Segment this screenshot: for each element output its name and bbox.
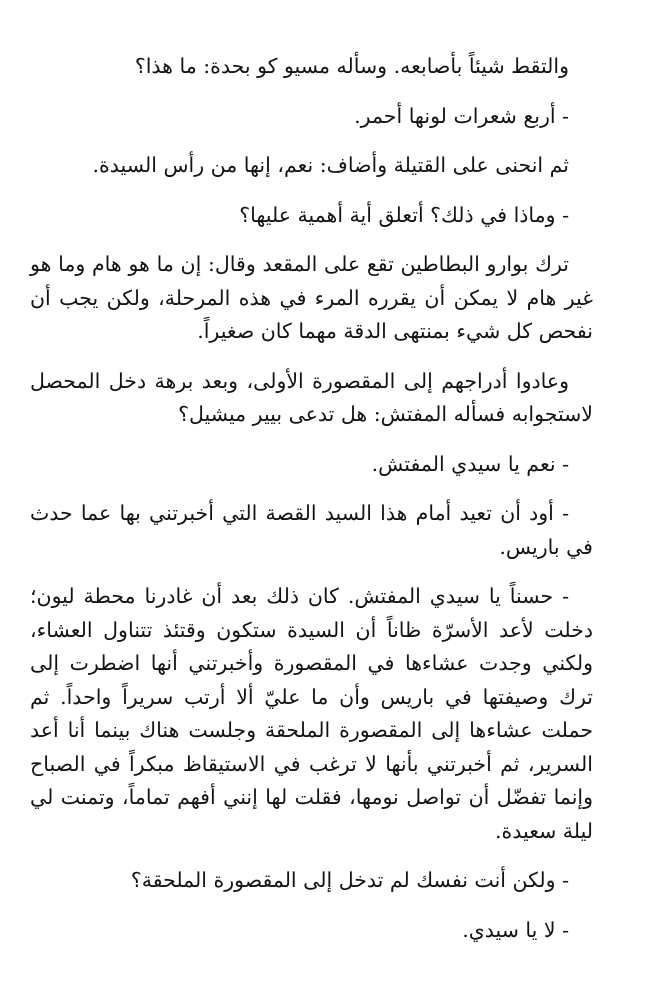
paragraph-4-dialogue: - وماذا في ذلك؟ أتعلق أية أهمية عليها؟ [239, 202, 569, 227]
paragraph-11-dialogue: - لا يا سيدي. [462, 917, 569, 942]
paragraph-8-dialogue: - أود أن تعيد أمام هذا السيد القصة التي أخبرتني بها عما حدث في باريس. [30, 501, 593, 559]
paragraph-5: ترك بوارو البطاطين تقع على المقعد وقال: إن ما هو هام وما هو غير هام لا يمكن أن يقرره المرء في هذه المرحلة، ولكن يجب أن نفحص كل شيء بمنتهى الدقة مهما كان صغيراً. [30, 252, 593, 343]
paragraph-2-dialogue: - أربع شعرات لونها أحمر. [354, 103, 569, 128]
paragraph-9-dialogue: - حسناً يا سيدي المفتش. كان ذلك بعد أن غادرنا محطة ليون؛ دخلت لأعد الأسرّة ظاناً أن السيدة ستكون وقتئذ تتناول العشاء، ولكني وجدت عشاءها في المقصورة وأخبرتني أنها اضطرت إلى ترك وصيفتها في باريس وأن ما عليّ ألا أرتب سريراً واحداً. ثم حملت عشاءها إلى المقصورة الملحقة وجلست هناك بينما أنا أعد السرير، ثم أخبرتني بأنها لا ترغب في الاستيقاظ مبكراً في الصباح وإنما تفضّل أن تواصل نومها، فقلت لها إنني أفهم تماماً، وتمنت لي ليلة سعيدة. [30, 584, 593, 843]
paragraph-6: وعادوا أدراجهم إلى المقصورة الأولى، وبعد برهة دخل المحصل لاستجوابه فسأله المفتش: هل تدعى بيير ميشيل؟ [30, 368, 593, 426]
paragraph-1: والتقط شيئاً بأصابعه. وسأله مسيو كو بحدة: ما هذا؟ [134, 54, 569, 78]
page-body-text [30, 50, 593, 963]
paragraph-3: ثم انحنى على القتيلة وأضاف: نعم، إنها من رأس السيدة. [92, 153, 569, 177]
paragraph-7-dialogue: - نعم يا سيدي المفتش. [371, 451, 569, 476]
paragraph-10-dialogue: - ولكن أنت نفسك لم تدخل إلى المقصورة الملحقة؟ [130, 868, 569, 892]
